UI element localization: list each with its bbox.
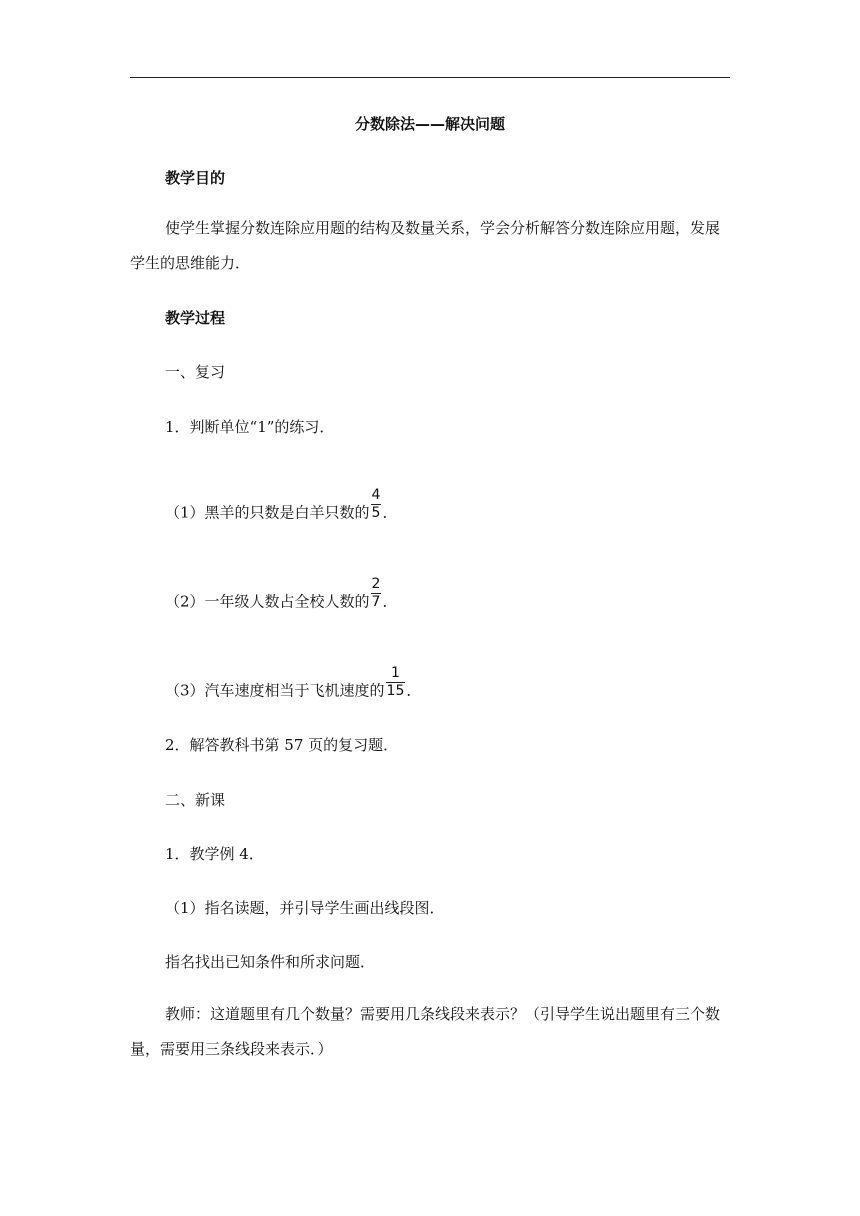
question-1 bbox=[165, 487, 398, 531]
question-1-text: （1）黑羊的只数是白羊只数的 bbox=[165, 503, 370, 522]
fraction-4-5 bbox=[371, 487, 382, 522]
goal-heading: 教学目的 bbox=[165, 169, 226, 187]
fraction-denominator: 5 bbox=[371, 505, 381, 521]
question-3 bbox=[165, 665, 422, 709]
fraction-2-7 bbox=[371, 576, 382, 611]
question-2-text: （2）一年级人数占全校人数的 bbox=[165, 592, 370, 611]
question-1-end: ． bbox=[382, 503, 398, 522]
fraction-numerator: 1 bbox=[391, 665, 400, 681]
question-3-text: （3）汽车速度相当于飞机速度的 bbox=[165, 681, 385, 700]
fraction-numerator: 2 bbox=[371, 576, 381, 592]
question-2 bbox=[165, 576, 398, 620]
page-title: 分数除法——解决问题 bbox=[354, 115, 505, 133]
new-lesson-heading: 二、新课 bbox=[165, 791, 226, 809]
fraction-denominator: 15 bbox=[386, 683, 405, 699]
goal-paragraph: 使学生掌握分数连除应用题的结构及数量关系，学会分析解答分数连除应用题，发展学生的思维能力． bbox=[130, 219, 721, 272]
process-heading: 教学过程 bbox=[165, 309, 226, 327]
question-2-end: ． bbox=[382, 592, 398, 611]
header-rule bbox=[130, 77, 730, 78]
fraction-1-15 bbox=[386, 665, 406, 700]
new-item-1: 1．教学例 4． bbox=[165, 845, 264, 863]
new-sub-1b: 指名找出已知条件和所求问题． bbox=[165, 953, 376, 971]
review-item-1: 1．判断单位“1”的练习． bbox=[165, 418, 335, 436]
review-heading: 一、复习 bbox=[165, 363, 226, 381]
new-sub-1: （1）指名读题，并引导学生画出线段图． bbox=[165, 899, 445, 917]
fraction-numerator: 4 bbox=[371, 487, 381, 503]
fraction-denominator: 7 bbox=[371, 594, 381, 610]
question-3-end: ． bbox=[406, 681, 422, 700]
review-item-2: 2．解答教科书第 57 页的复习题． bbox=[165, 736, 399, 754]
teacher-paragraph: 教师：这道题里有几个数量？需要用几条线段来表示？（引导学生说出题里有三个数量，需要用三条线段来表示．） bbox=[130, 1005, 721, 1058]
